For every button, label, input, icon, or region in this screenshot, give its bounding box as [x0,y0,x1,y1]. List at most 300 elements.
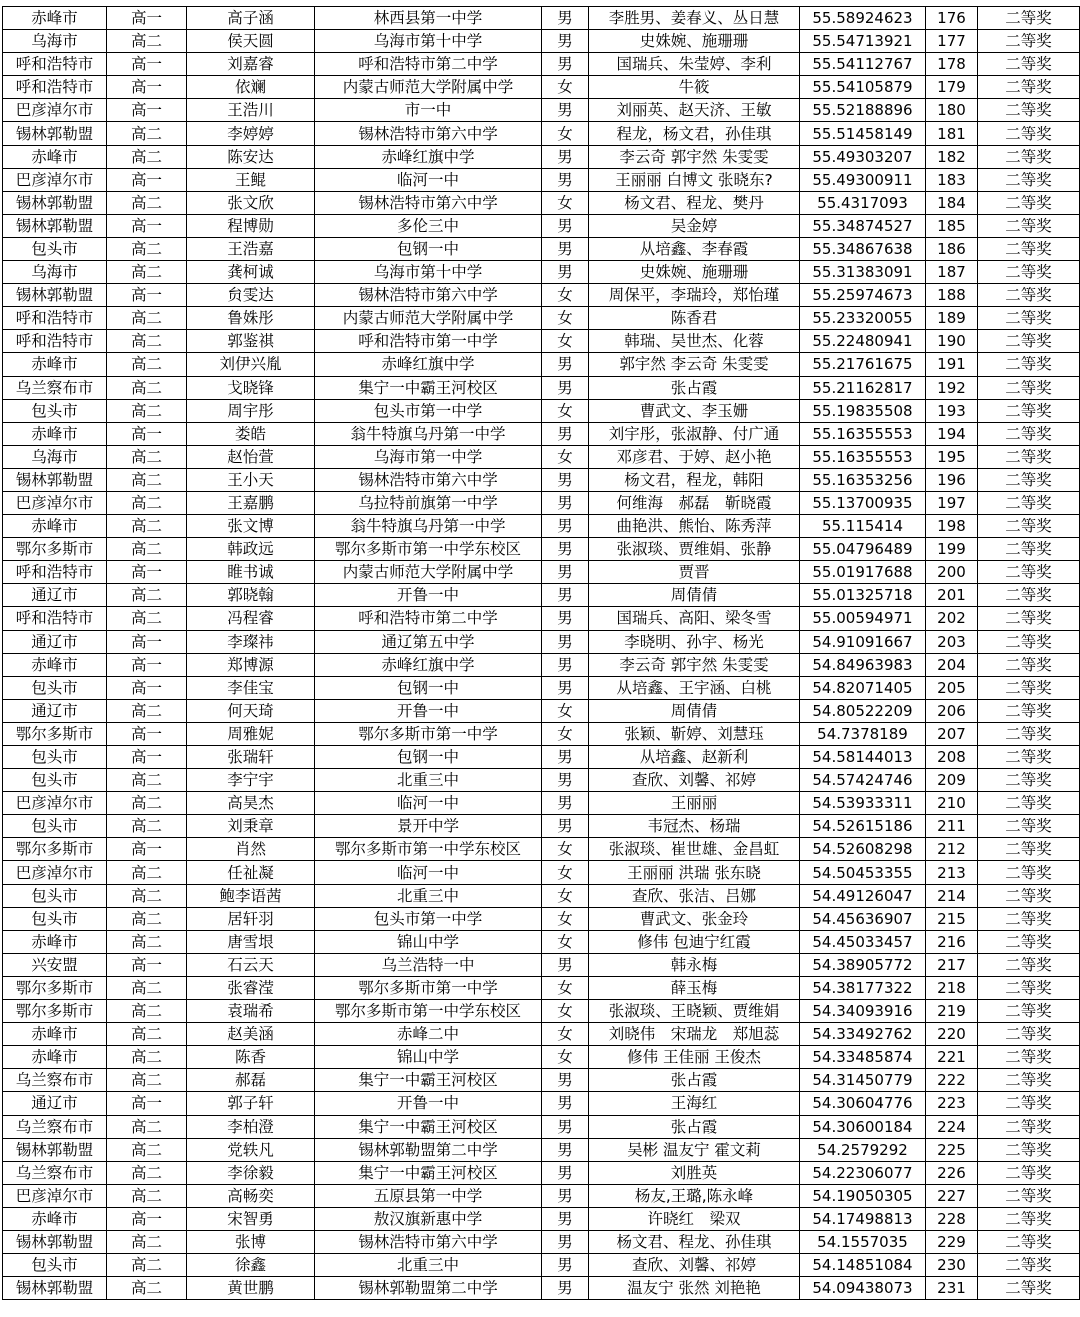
award-cell: 二等奖 [978,1138,1080,1161]
award-cell: 二等奖 [978,468,1080,491]
school-cell: 鄂尔多斯市第一中学 [315,976,542,999]
award-cell: 二等奖 [978,653,1080,676]
grade-cell: 高二 [107,445,187,468]
gender-cell: 男 [542,214,589,237]
student-name-cell: 袁瑞希 [187,1000,315,1023]
grade-cell: 高二 [107,930,187,953]
student-name-cell: 任祉凝 [187,861,315,884]
score-cell: 55.13700935 [800,491,926,514]
region-cell: 赤峰市 [3,1023,107,1046]
gender-cell: 男 [542,99,589,122]
teachers-cell: 张占霞 [589,376,800,399]
gender-cell: 男 [542,815,589,838]
teachers-cell: 何维海 郝磊 靳晓霞 [589,491,800,514]
student-name-cell: 依斓 [187,76,315,99]
school-cell: 乌兰浩特一中 [315,953,542,976]
gender-cell: 女 [542,307,589,330]
table-row [3,76,1080,99]
teachers-cell: 杨友,王璐,陈永峰 [589,1184,800,1207]
table-row [3,168,1080,191]
teachers-cell: 郭宇然 李云奇 朱雯雯 [589,353,800,376]
award-cell: 二等奖 [978,30,1080,53]
region-cell: 锡林郭勒盟 [3,122,107,145]
region-cell: 呼和浩特市 [3,53,107,76]
school-cell: 鄂尔多斯市第一中学东校区 [315,1000,542,1023]
gender-cell: 女 [542,722,589,745]
score-cell: 54.2579292 [800,1138,926,1161]
grade-cell: 高二 [107,1023,187,1046]
award-cell: 二等奖 [978,1092,1080,1115]
school-cell: 临河一中 [315,792,542,815]
student-name-cell: 徐鑫 [187,1254,315,1277]
teachers-cell: 从培鑫、赵新利 [589,746,800,769]
table-row [3,237,1080,260]
student-name-cell: 张文欣 [187,191,315,214]
rank-cell: 195 [926,445,978,468]
score-cell: 54.34093916 [800,1000,926,1023]
score-cell: 55.16355553 [800,422,926,445]
region-cell: 锡林郭勒盟 [3,214,107,237]
teachers-cell: 周倩倩 [589,584,800,607]
score-cell: 54.31450779 [800,1069,926,1092]
score-cell: 54.19050305 [800,1184,926,1207]
teachers-cell: 修伟 包迪宁红霞 [589,930,800,953]
award-cell: 二等奖 [978,399,1080,422]
teachers-cell: 王海红 [589,1092,800,1115]
grade-cell: 高二 [107,792,187,815]
grade-cell: 高一 [107,953,187,976]
teachers-cell: 国瑞兵、高阳、梁冬雪 [589,607,800,630]
table-row [3,422,1080,445]
score-cell: 54.52615186 [800,815,926,838]
school-cell: 鄂尔多斯市第一中学东校区 [315,838,542,861]
award-cell: 二等奖 [978,1184,1080,1207]
rank-cell: 187 [926,261,978,284]
teachers-cell: 薛玉梅 [589,976,800,999]
gender-cell: 男 [542,792,589,815]
table-row [3,7,1080,30]
score-cell: 54.53933311 [800,792,926,815]
score-cell: 54.33485874 [800,1046,926,1069]
region-cell: 乌兰察布市 [3,1161,107,1184]
rank-cell: 201 [926,584,978,607]
school-cell: 锡林浩特市第六中学 [315,191,542,214]
score-cell: 55.115414 [800,515,926,538]
rank-cell: 205 [926,676,978,699]
table-row [3,976,1080,999]
student-name-cell: 王鲲 [187,168,315,191]
student-name-cell: 张文博 [187,515,315,538]
table-row [3,792,1080,815]
student-name-cell: 张博 [187,1230,315,1253]
grade-cell: 高一 [107,168,187,191]
gender-cell: 女 [542,1023,589,1046]
score-cell: 55.04796489 [800,538,926,561]
table-row [3,815,1080,838]
rank-cell: 222 [926,1069,978,1092]
teachers-cell: 国瑞兵、朱莹婷、李利 [589,53,800,76]
student-name-cell: 周雅妮 [187,722,315,745]
student-name-cell: 党轶凡 [187,1138,315,1161]
rank-cell: 217 [926,953,978,976]
gender-cell: 男 [542,168,589,191]
student-name-cell: 宋智勇 [187,1207,315,1230]
region-cell: 乌海市 [3,445,107,468]
score-cell: 55.34874527 [800,214,926,237]
grade-cell: 高一 [107,1092,187,1115]
score-cell: 55.4317093 [800,191,926,214]
gender-cell: 女 [542,1000,589,1023]
rank-cell: 211 [926,815,978,838]
grade-cell: 高二 [107,976,187,999]
teachers-cell: 许晓红 梁双 [589,1207,800,1230]
teachers-cell: 贾晋 [589,561,800,584]
student-name-cell: 睢书诚 [187,561,315,584]
gender-cell: 男 [542,30,589,53]
region-cell: 锡林郭勒盟 [3,1230,107,1253]
grade-cell: 高二 [107,145,187,168]
award-cell: 二等奖 [978,422,1080,445]
grade-cell: 高二 [107,815,187,838]
award-cell: 二等奖 [978,861,1080,884]
rank-cell: 196 [926,468,978,491]
region-cell: 包头市 [3,237,107,260]
gender-cell: 男 [542,1184,589,1207]
grade-cell: 高二 [107,191,187,214]
gender-cell: 女 [542,76,589,99]
table-row [3,468,1080,491]
student-name-cell: 郭鉴祺 [187,330,315,353]
award-cell: 二等奖 [978,1000,1080,1023]
award-cell: 二等奖 [978,191,1080,214]
grade-cell: 高一 [107,76,187,99]
gender-cell: 男 [542,468,589,491]
award-cell: 二等奖 [978,976,1080,999]
rank-cell: 178 [926,53,978,76]
student-name-cell: 冯程睿 [187,607,315,630]
school-cell: 乌海市第十中学 [315,30,542,53]
score-cell: 55.00594971 [800,607,926,630]
grade-cell: 高一 [107,422,187,445]
award-cell: 二等奖 [978,699,1080,722]
award-cell: 二等奖 [978,630,1080,653]
student-name-cell: 石云天 [187,953,315,976]
teachers-cell: 杨文君、程龙、孙佳琪 [589,1230,800,1253]
table-row [3,284,1080,307]
school-cell: 内蒙古师范大学附属中学 [315,76,542,99]
student-name-cell: 刘秉章 [187,815,315,838]
rank-cell: 230 [926,1254,978,1277]
table-row [3,330,1080,353]
gender-cell: 女 [542,330,589,353]
school-cell: 包头市第一中学 [315,399,542,422]
school-cell: 集宁一中霸王河校区 [315,376,542,399]
gender-cell: 女 [542,838,589,861]
region-cell: 鄂尔多斯市 [3,722,107,745]
score-cell: 55.49300911 [800,168,926,191]
rank-cell: 209 [926,769,978,792]
student-name-cell: 李璨祎 [187,630,315,653]
school-cell: 锡林浩特市第六中学 [315,122,542,145]
score-cell: 54.14851084 [800,1254,926,1277]
gender-cell: 男 [542,1230,589,1253]
school-cell: 鄂尔多斯市第一中学 [315,722,542,745]
rank-cell: 188 [926,284,978,307]
table-row [3,145,1080,168]
school-cell: 赤峰二中 [315,1023,542,1046]
award-cell: 二等奖 [978,284,1080,307]
gender-cell: 女 [542,122,589,145]
table-row [3,1161,1080,1184]
gender-cell: 女 [542,976,589,999]
grade-cell: 高二 [107,399,187,422]
rank-cell: 207 [926,722,978,745]
school-cell: 翁牛特旗乌丹第一中学 [315,515,542,538]
award-cell: 二等奖 [978,145,1080,168]
grade-cell: 高二 [107,584,187,607]
award-cell: 二等奖 [978,676,1080,699]
region-cell: 包头市 [3,884,107,907]
rank-cell: 219 [926,1000,978,1023]
student-name-cell: 李宁宇 [187,769,315,792]
rank-cell: 198 [926,515,978,538]
student-name-cell: 张瑞轩 [187,746,315,769]
region-cell: 巴彦淖尔市 [3,168,107,191]
region-cell: 兴安盟 [3,953,107,976]
teachers-cell: 刘晓伟 宋瑞龙 郑旭蕊 [589,1023,800,1046]
teachers-cell: 吴金婷 [589,214,800,237]
score-cell: 54.30604776 [800,1092,926,1115]
rank-cell: 180 [926,99,978,122]
school-cell: 呼和浩特市第二中学 [315,607,542,630]
table-row [3,769,1080,792]
rank-cell: 179 [926,76,978,99]
teachers-cell: 曹武文、李玉姗 [589,399,800,422]
award-cell: 二等奖 [978,307,1080,330]
school-cell: 敖汉旗新惠中学 [315,1207,542,1230]
award-cell: 二等奖 [978,168,1080,191]
table-row [3,676,1080,699]
table-row [3,884,1080,907]
region-cell: 包头市 [3,676,107,699]
award-cell: 二等奖 [978,1207,1080,1230]
table-row [3,538,1080,561]
table-row [3,907,1080,930]
award-cell: 二等奖 [978,538,1080,561]
school-cell: 呼和浩特市第二中学 [315,53,542,76]
score-cell: 54.58144013 [800,746,926,769]
award-cell: 二等奖 [978,1069,1080,1092]
rank-cell: 192 [926,376,978,399]
gender-cell: 女 [542,861,589,884]
region-cell: 巴彦淖尔市 [3,1184,107,1207]
region-cell: 赤峰市 [3,353,107,376]
region-cell: 乌海市 [3,30,107,53]
teachers-cell: 修伟 王佳丽 王俊杰 [589,1046,800,1069]
school-cell: 锦山中学 [315,930,542,953]
table-row [3,953,1080,976]
grade-cell: 高一 [107,214,187,237]
teachers-cell: 刘胜英 [589,1161,800,1184]
student-name-cell: 陈香 [187,1046,315,1069]
score-cell: 55.22480941 [800,330,926,353]
school-cell: 鄂尔多斯市第一中学东校区 [315,538,542,561]
student-name-cell: 李佳宝 [187,676,315,699]
region-cell: 乌兰察布市 [3,1115,107,1138]
award-cell: 二等奖 [978,7,1080,30]
gender-cell: 男 [542,145,589,168]
gender-cell: 女 [542,699,589,722]
table-row [3,515,1080,538]
gender-cell: 男 [542,653,589,676]
school-cell: 北重三中 [315,769,542,792]
student-name-cell: 王浩嘉 [187,237,315,260]
grade-cell: 高二 [107,122,187,145]
student-name-cell: 程博勋 [187,214,315,237]
school-cell: 集宁一中霸王河校区 [315,1115,542,1138]
student-name-cell: 鲍李语茜 [187,884,315,907]
gender-cell: 女 [542,884,589,907]
school-cell: 赤峰红旗中学 [315,353,542,376]
school-cell: 内蒙古师范大学附属中学 [315,307,542,330]
gender-cell: 男 [542,1277,589,1300]
school-cell: 北重三中 [315,1254,542,1277]
school-cell: 内蒙古师范大学附属中学 [315,561,542,584]
score-cell: 55.54105879 [800,76,926,99]
gender-cell: 女 [542,445,589,468]
student-name-cell: 韩政远 [187,538,315,561]
gender-cell: 男 [542,1254,589,1277]
score-cell: 54.09438073 [800,1277,926,1300]
rank-cell: 199 [926,538,978,561]
school-cell: 包头市第一中学 [315,907,542,930]
teachers-cell: 周倩倩 [589,699,800,722]
award-cell: 二等奖 [978,792,1080,815]
gender-cell: 男 [542,491,589,514]
score-cell: 54.57424746 [800,769,926,792]
region-cell: 通辽市 [3,630,107,653]
rank-cell: 208 [926,746,978,769]
rank-cell: 200 [926,561,978,584]
score-cell: 54.30600184 [800,1115,926,1138]
region-cell: 包头市 [3,815,107,838]
school-cell: 呼和浩特市第一中学 [315,330,542,353]
school-cell: 集宁一中霸王河校区 [315,1161,542,1184]
student-name-cell: 居轩羽 [187,907,315,930]
grade-cell: 高二 [107,607,187,630]
teachers-cell: 陈香君 [589,307,800,330]
region-cell: 包头市 [3,746,107,769]
grade-cell: 高二 [107,1277,187,1300]
rank-cell: 197 [926,491,978,514]
grade-cell: 高一 [107,630,187,653]
score-cell: 54.1557035 [800,1230,926,1253]
table-row [3,122,1080,145]
score-cell: 54.49126047 [800,884,926,907]
table-row [3,1138,1080,1161]
region-cell: 鄂尔多斯市 [3,1000,107,1023]
score-cell: 55.19835508 [800,399,926,422]
school-cell: 开鲁一中 [315,1092,542,1115]
table-row [3,376,1080,399]
award-cell: 二等奖 [978,353,1080,376]
teachers-cell: 从培鑫、王宇涵、白桃 [589,676,800,699]
award-cell: 二等奖 [978,1254,1080,1277]
rank-cell: 189 [926,307,978,330]
region-cell: 锡林郭勒盟 [3,1277,107,1300]
score-cell: 54.50453355 [800,861,926,884]
rank-cell: 231 [926,1277,978,1300]
region-cell: 赤峰市 [3,422,107,445]
rank-cell: 202 [926,607,978,630]
school-cell: 翁牛特旗乌丹第一中学 [315,422,542,445]
score-cell: 55.49303207 [800,145,926,168]
table-row [3,30,1080,53]
region-cell: 锡林郭勒盟 [3,468,107,491]
rank-cell: 204 [926,653,978,676]
grade-cell: 高一 [107,99,187,122]
teachers-cell: 温友宁 张然 刘艳艳 [589,1277,800,1300]
region-cell: 赤峰市 [3,7,107,30]
teachers-cell: 张颖、靳婷、刘慧珏 [589,722,800,745]
score-cell: 54.22306077 [800,1161,926,1184]
region-cell: 锡林郭勒盟 [3,191,107,214]
award-cell: 二等奖 [978,376,1080,399]
score-cell: 55.31383091 [800,261,926,284]
region-cell: 鄂尔多斯市 [3,838,107,861]
gender-cell: 男 [542,584,589,607]
teachers-cell: 张占霞 [589,1115,800,1138]
table-row [3,561,1080,584]
table-row [3,584,1080,607]
student-name-cell: 龚柯诚 [187,261,315,284]
school-cell: 包钢一中 [315,676,542,699]
score-cell: 55.34867638 [800,237,926,260]
table-row [3,699,1080,722]
student-name-cell: 高昊杰 [187,792,315,815]
grade-cell: 高二 [107,538,187,561]
table-row [3,653,1080,676]
teachers-cell: 韩瑞、吴世杰、化蓉 [589,330,800,353]
award-cell: 二等奖 [978,953,1080,976]
grade-cell: 高一 [107,722,187,745]
grade-cell: 高二 [107,491,187,514]
teachers-cell: 周保平，李瑞玲，郑怡瑾 [589,284,800,307]
gender-cell: 男 [542,607,589,630]
rank-cell: 210 [926,792,978,815]
school-cell: 通辽第五中学 [315,630,542,653]
grade-cell: 高二 [107,769,187,792]
table-row [3,1023,1080,1046]
student-name-cell: 高子涵 [187,7,315,30]
teachers-cell: 曹武文、张金玲 [589,907,800,930]
rank-cell: 193 [926,399,978,422]
table-row [3,1046,1080,1069]
school-cell: 林西县第一中学 [315,7,542,30]
region-cell: 呼和浩特市 [3,76,107,99]
teachers-cell: 张淑琰、崔世雄、金昌虹 [589,838,800,861]
score-cell: 55.58924623 [800,7,926,30]
grade-cell: 高一 [107,561,187,584]
teachers-cell: 刘宇彤，张淑静、付广通 [589,422,800,445]
student-name-cell: 郭子轩 [187,1092,315,1115]
score-cell: 55.16355553 [800,445,926,468]
rank-cell: 190 [926,330,978,353]
rank-cell: 182 [926,145,978,168]
rank-cell: 215 [926,907,978,930]
rank-cell: 183 [926,168,978,191]
rank-cell: 185 [926,214,978,237]
